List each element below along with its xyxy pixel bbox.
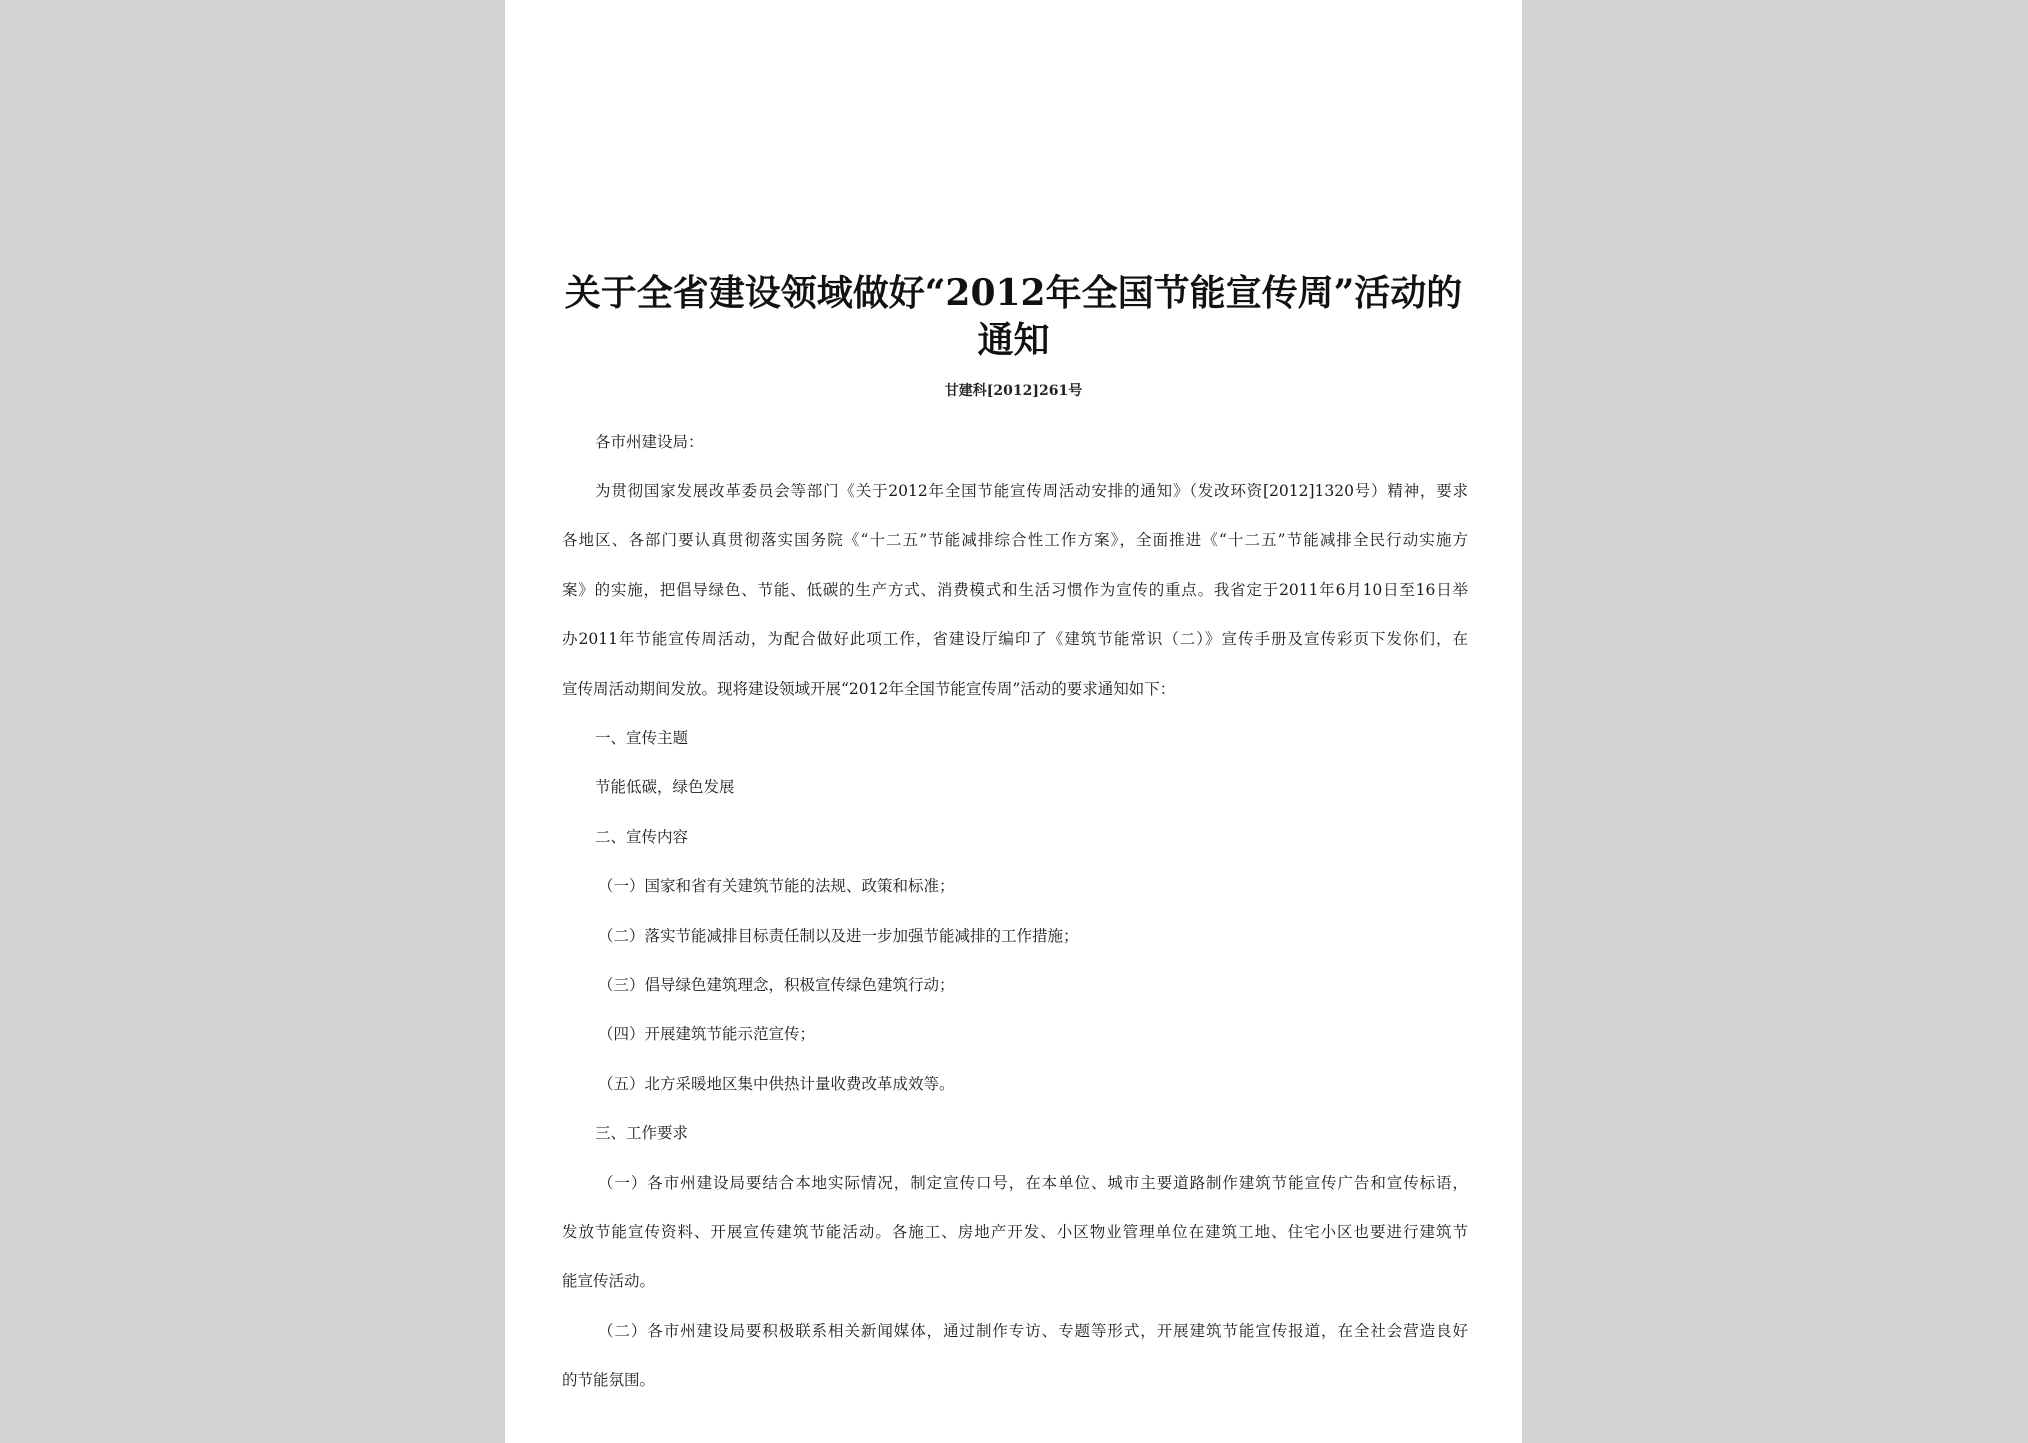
- intro-line: 办2011年节能宣传周活动，为配合做好此项工作，省建设厅编印了《建筑节能常识（二）》宣传手册及宣传彩页下发你们，在: [562, 630, 1468, 648]
- section-2-item: （二）落实节能减排目标责任制以及进一步加强节能减排的工作措施；: [598, 927, 1079, 945]
- salutation: 各市州建设局：: [595, 433, 704, 451]
- intro-line: 各地区、各部门要认真贯彻落实国务院《“十二五”节能减排综合性工作方案》，全面推进《“十二五”节能减排全民行动实施方: [562, 531, 1468, 549]
- section-2-item: （三）倡导绿色建筑理念，积极宣传绿色建筑行动；: [598, 976, 955, 994]
- document-title-line-2: 通知: [977, 319, 1050, 361]
- requirement-2-line: （二）各市州建设局要积极联系相关新闻媒体，通过制作专访、专题等形式，开展建筑节能宣传报道，在全社会营造良好: [598, 1322, 1468, 1340]
- document-title-line-1: 关于全省建设领域做好“2012年全国节能宣传周”活动的: [564, 272, 1463, 314]
- section-2-item: （一）国家和省有关建筑节能的法规、政策和标准；: [598, 877, 955, 895]
- requirement-1-line: 发放节能宣传资料、开展宣传建筑节能活动。各施工、房地产开发、小区物业管理单位在建筑工地、住宅小区也要进行建筑节: [562, 1223, 1468, 1241]
- section-3-heading: 三、工作要求: [595, 1124, 689, 1142]
- section-2-heading: 二、宣传内容: [595, 828, 689, 846]
- requirement-2-line: 的节能氛围。: [562, 1371, 656, 1389]
- section-1-heading: 一、宣传主题: [595, 729, 689, 747]
- section-2-item: （五）北方采暖地区集中供热计量收费改革成效等。: [598, 1075, 955, 1093]
- intro-line: 案》的实施，把倡导绿色、节能、低碳的生产方式、消费模式和生活习惯作为宣传的重点。我省定于2011年6月10日至16日举: [562, 581, 1468, 599]
- intro-line: 为贯彻国家发展改革委员会等部门《关于2012年全国节能宣传周活动安排的通知》（发改环资[2012]1320号）精神，要求: [595, 482, 1468, 500]
- section-1-body: 节能低碳，绿色发展: [595, 778, 735, 796]
- requirement-1-line: （一）各市州建设局要结合本地实际情况，制定宣传口号，在本单位、城市主要道路制作建筑节能宣传广告和宣传标语，: [598, 1174, 1468, 1192]
- document-number: 甘建科[2012]261号: [944, 383, 1083, 399]
- document-page: [505, 0, 1522, 1443]
- intro-line: 宣传周活动期间发放。现将建设领域开展“2012年全国节能宣传周”活动的要求通知如下：: [562, 680, 1176, 698]
- requirement-1-line: 能宣传活动。: [562, 1272, 656, 1290]
- section-2-item: （四）开展建筑节能示范宣传；: [598, 1025, 816, 1043]
